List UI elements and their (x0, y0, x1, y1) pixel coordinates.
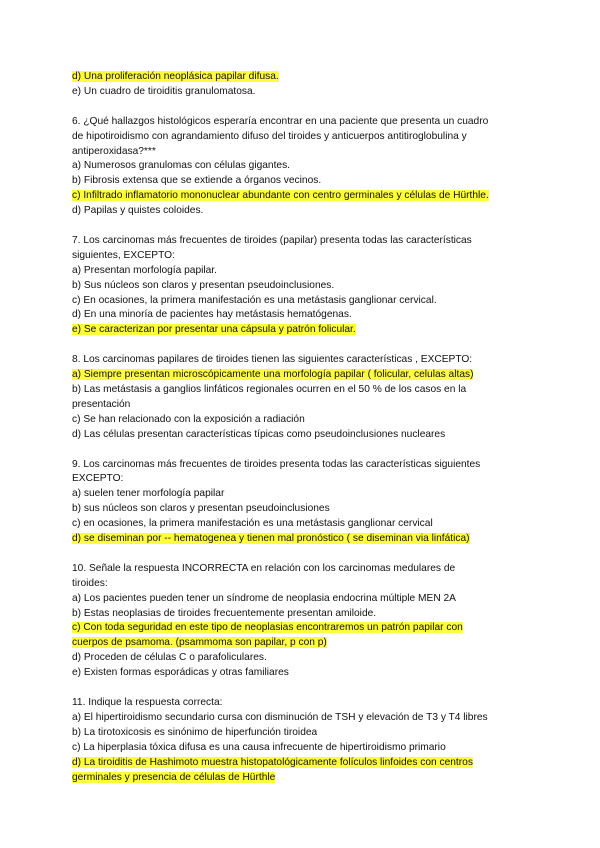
question-9-option-c: c) en ocasiones, la primera manifestación es una metástasis ganglionar cervical (72, 518, 433, 530)
question-11-option-a: a) El hipertiroidismo secundario cursa con disminución de TSH y elevación de T3 y T4 libres (72, 711, 488, 723)
question-11-option-d-cont (72, 771, 542, 786)
highlighted-text: d) La tiroiditis de Hashimoto muestra histopatológicamente folículos linfoides con centros (72, 756, 473, 768)
question-6-option-b: b) Fibrosis extensa que se extiende a órganos vecinos. (72, 175, 322, 187)
intro-option-e: e) Un cuadro de tiroiditis granulomatosa. (72, 85, 256, 97)
document-content (72, 70, 542, 800)
question-11-stem-line-1: 11. Indique la respuesta correcta: (72, 696, 223, 708)
question-10-option-e: e) Existen formas esporádicas y otras familiares (72, 667, 289, 679)
question-9-stem-line-2: EXCEPTO: (72, 473, 124, 485)
question-7-option-a: a) Presentan morfología papilar. (72, 264, 217, 276)
question-6-stem-line-3: antiperoxidasa?*** (72, 145, 156, 157)
question-6-option-a: a) Numerosos granulomas con células gigantes. (72, 160, 291, 172)
question-8-option-b-cont: presentación (72, 398, 131, 410)
question-6-stem-line-2: de hipotiroidismo con agrandamiento difuso del tiroides y anticuerpos antitiroglobulina y (72, 130, 467, 142)
question-11 (72, 696, 542, 785)
question-10-stem-line-1: 10. Señale la respuesta INCORRECTA en relación con los carcinomas medulares de (72, 562, 456, 574)
intro-option-d (72, 70, 542, 85)
question-8-option-b: b) Las metástasis a ganglios linfáticos regionales ocurren en el 50 % de los casos en la (72, 383, 467, 395)
question-11-option-b: b) La tirotoxicosis es sinónimo de hiperfunción tiroidea (72, 726, 318, 738)
question-9-option-d (72, 532, 542, 547)
question-8 (72, 353, 542, 442)
question-11-option-d (72, 756, 542, 771)
question-6 (72, 115, 542, 219)
question-7 (72, 234, 542, 338)
question-7-stem-line-2: siguientes, EXCEPTO: (72, 249, 175, 261)
question-9-option-a: a) suelen tener morfología papilar (72, 488, 225, 500)
highlighted-text: d) Una proliferación neoplásica papilar difusa. (72, 71, 279, 82)
question-10-stem-line-2: tiroides: (72, 577, 108, 589)
question-6-stem-line-1: 6. ¿Qué hallazgos histológicos esperaría encontrar en una paciente que presenta un cuadro (72, 115, 489, 127)
question-6-option-c (72, 189, 542, 204)
question-7-option-d: d) En una minoría de pacientes hay metástasis hematógenas. (72, 309, 352, 321)
question-7-option-e (72, 323, 542, 338)
intro-block (72, 70, 542, 100)
question-8-option-c: c) Se han relacionado con la exposición a radiación (72, 413, 305, 425)
question-10-option-b: b) Estas neoplasias de tiroides frecuentemente presentan amiloide. (72, 607, 377, 619)
question-11-option-c: c) La hiperplasia tóxica difusa es una causa infrecuente de hipertiroidismo primario (72, 741, 446, 753)
question-10-option-c-cont (72, 636, 542, 651)
question-8-option-a (72, 368, 542, 383)
question-10 (72, 562, 542, 681)
question-9 (72, 458, 542, 547)
question-7-stem-line-1: 7. Los carcinomas más frecuentes de tiroides (papilar) presenta todas las características (72, 234, 472, 246)
question-8-option-d: d) Las células presentan características típicas como pseudoinclusiones nucleares (72, 428, 446, 440)
question-10-option-c (72, 621, 542, 636)
question-7-option-c: c) En ocasiones, la primera manifestación es una metástasis ganglionar cervical. (72, 294, 437, 306)
highlighted-text: c) Con toda seguridad en este tipo de neoplasias encontraremos un patrón papilar con (72, 622, 463, 634)
highlighted-text: e) Se caracterizan por presentar una cápsula y patrón folicular. (72, 324, 356, 336)
highlighted-text: cuerpos de psamoma. (psammoma son papilar, p con p) (72, 637, 327, 649)
question-9-option-b: b) sus núcleos son claros y presentan pseudoinclusiones (72, 503, 330, 515)
question-10-option-d: d) Proceden de células C o parafoliculares. (72, 652, 267, 664)
question-9-stem-line-1: 9. Los carcinomas más frecuentes de tiroides presenta todas las características siguientes (72, 458, 481, 470)
highlighted-text: d) se diseminan por -- hematogenea y tienen mal pronóstico ( se diseminan via linfática) (72, 533, 470, 545)
highlighted-text: c) Infiltrado inflamatorio mononuclear abundante con centro germinales y células de Hürthle. (72, 190, 489, 202)
question-8-stem-line-1: 8. Los carcinomas papilares de tiroides tienen las siguientes características , EXCEPTO: (72, 354, 473, 366)
question-7-option-b: b) Sus núcleos son claros y presentan pseudoinclusiones. (72, 279, 335, 291)
question-10-option-a: a) Los pacientes pueden tener un síndrome de neoplasia endocrina múltiple MEN 2A (72, 592, 456, 604)
highlighted-text: a) Siempre presentan microscópicamente una morfología papilar ( folicular, celulas altas) (72, 369, 474, 381)
question-6-option-d: d) Papilas y quistes coloides. (72, 205, 204, 217)
highlighted-text: germinales y presencia de células de Hürthle (72, 771, 276, 783)
